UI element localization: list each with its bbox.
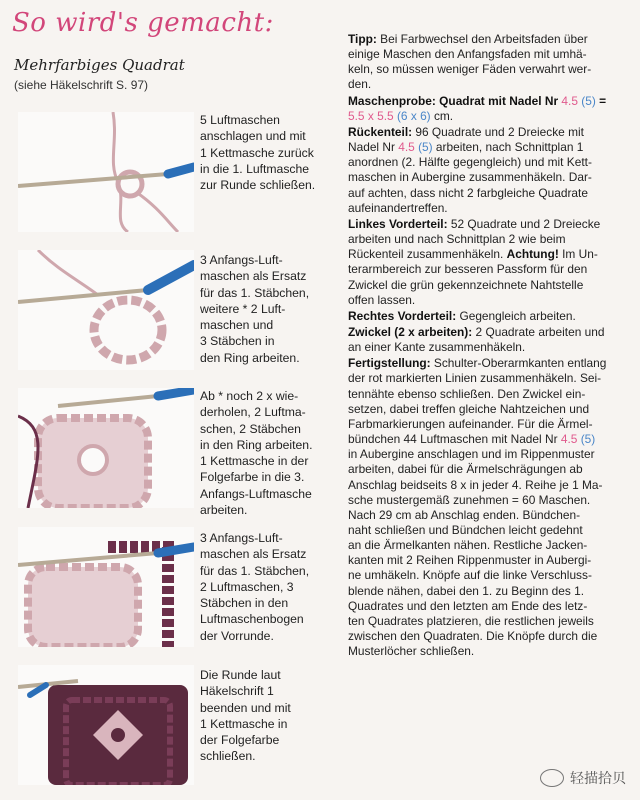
- links-text-1: 52 Quadrate und 2 Dreiecke arbeiten und nach Schnittplan 2 wie beim Rückenteil zusammenhäkeln.: [348, 216, 601, 262]
- step-4-text: 3 Anfangs-Luft- maschen als Ersatz für das 1. Stäbchen, 2 Luftmaschen, 3 Stäbchen in den Luftmaschenbogen der Vorrunde.: [200, 531, 310, 643]
- achtung-label: Achtung!: [506, 247, 559, 262]
- ruecken-text-2: arbeiten, nach Schnittplan 1 anordnen (2. Hälfte gegengleich) und mit Kett- maschen in Aubergine zusammenhäkeln. Dar- auf achten, dass nicht 2 farbgleiche Quadrate aufeinandertreffen.: [348, 140, 592, 215]
- reference-note: (siehe Häkelschrift S. 97): [14, 78, 149, 92]
- ruecken-needle-a: 4.5: [398, 140, 415, 155]
- step-5-text: Die Runde laut Häkelschrift 1 beenden und mit 1 Kettmasche in der Folgefarbe schließen.: [200, 668, 291, 764]
- probe-equals: =: [595, 93, 607, 108]
- zwickel-paragraph: [348, 325, 630, 355]
- probe-label: Maschenprobe: Quadrat mit Nadel Nr: [348, 93, 562, 108]
- probe-size-a: 5.5 x 5.5: [348, 108, 394, 123]
- step-1-text: 5 Luftmaschen anschlagen und mit 1 Kettmasche zurück in die 1. Luftmasche zur Runde schließen.: [200, 113, 316, 193]
- page-title: So wird's gemacht:: [12, 8, 274, 38]
- probe-size-b: (6 x 6): [396, 108, 431, 123]
- probe-needle-a: 4.5: [561, 93, 578, 108]
- links-paragraph: [348, 217, 630, 308]
- probe-unit: cm.: [430, 108, 454, 123]
- probe-paragraph: [348, 94, 630, 124]
- step-5-photo: [18, 665, 194, 785]
- wechat-icon: [540, 769, 564, 787]
- fertig-text-1: Schulter-Oberarmkanten entlang der rot markierten Linien zusammenhäkeln. Sei- tennähte ebenso schließen. Den Zwickel ein- setzen, dabei treffen gleiche Nahtzeichen und Farbmarkierungen aufeinander. Für die Ärmel- bündchen 44 Luftmaschen mit Nadel Nr: [348, 356, 607, 447]
- step-2-photo: [18, 250, 194, 370]
- ruecken-text-1: 96 Quadrate und 2 Dreiecke mit Nadel Nr: [348, 124, 584, 155]
- zwickel-label: Zwickel (2 x arbeiten):: [348, 324, 473, 339]
- step-2-text: 3 Anfangs-Luft- maschen als Ersatz für das 1. Stäbchen, weitere * 2 Luft- maschen und 3 Stäbchen in den Ring arbeiten.: [200, 253, 310, 365]
- fertig-label: Fertigstellung:: [348, 356, 431, 371]
- tipp-text: Bei Farbwechsel den Arbeitsfaden über einige Maschen den Anfangsfaden mit umhä- keln, so müssen weniger Fäden verwahrt wer- den.: [348, 32, 592, 92]
- section-subtitle: Mehrfarbiges Quadrat: [14, 56, 185, 74]
- zwickel-text: 2 Quadrate arbeiten und an einer Kante zusammenhäkeln.: [348, 324, 605, 355]
- ruecken-paragraph: [348, 125, 630, 216]
- ruecken-needle-b: (5): [418, 140, 433, 155]
- rechts-text: Gegengleich arbeiten.: [456, 308, 576, 323]
- fertig-needle-b: (5): [580, 432, 596, 447]
- step-1-photo: [18, 112, 194, 232]
- ruecken-label: Rückenteil:: [348, 124, 413, 139]
- links-label: Linkes Vorderteil:: [348, 216, 448, 231]
- fertig-text-2: in Aubergine anschlagen und im Rippenmuster arbeiten, dabei für die Ärmelschrägungen ab Anschlag beidseits 8 x in jeder 4. Reihe je 1 Ma- sche mustergemäß zunehmen = 60 Maschen. Nach 29 cm ab Anschlag enden. Bündchen- naht schließen und Bündchen leicht gedehnt an die Ärmelkanten nähen. Restliche Jacken- kanten mit 2 Reihen Rippenmuster in Aubergi- ne umhäkeln. Knöpfe auf die linke Verschluss- blende nähen, dabei den 1. zu Beginn des 1. Quadrates und den letzten am Ende des letz- ten Quadrates platzieren, die restlichen jeweils zwischen den Quadraten. Die Knöpfe durch die Musterlöcher schließen.: [348, 447, 603, 659]
- rechts-paragraph: [348, 309, 630, 324]
- fertig-needle-a: 4.5: [560, 432, 578, 447]
- fertig-paragraph: [348, 356, 630, 659]
- rechts-label: Rechtes Vorderteil:: [348, 308, 457, 323]
- watermark-text: 轻描拾贝: [570, 770, 626, 786]
- watermark: [540, 768, 626, 788]
- probe-needle-b: (5): [581, 93, 596, 108]
- step-4-photo: [18, 527, 194, 647]
- links-text-2: Im Un- terarmbereich zur besseren Passform für den Zwickel die grün gekennzeichnete Nahtstelle offen lassen.: [348, 247, 598, 307]
- step-3-text: Ab * noch 2 x wie- derholen, 2 Luftma- schen, 2 Stäbchen in den Ring arbeiten. 1 Kettmasche in der Folgefarbe in die 3. Anfangs-Luftmasche arbeiten.: [200, 389, 313, 518]
- instructions-column: [348, 32, 630, 660]
- tipp-label: Tipp:: [348, 32, 377, 46]
- step-3-photo: [18, 388, 194, 508]
- tipp-paragraph: [348, 32, 630, 93]
